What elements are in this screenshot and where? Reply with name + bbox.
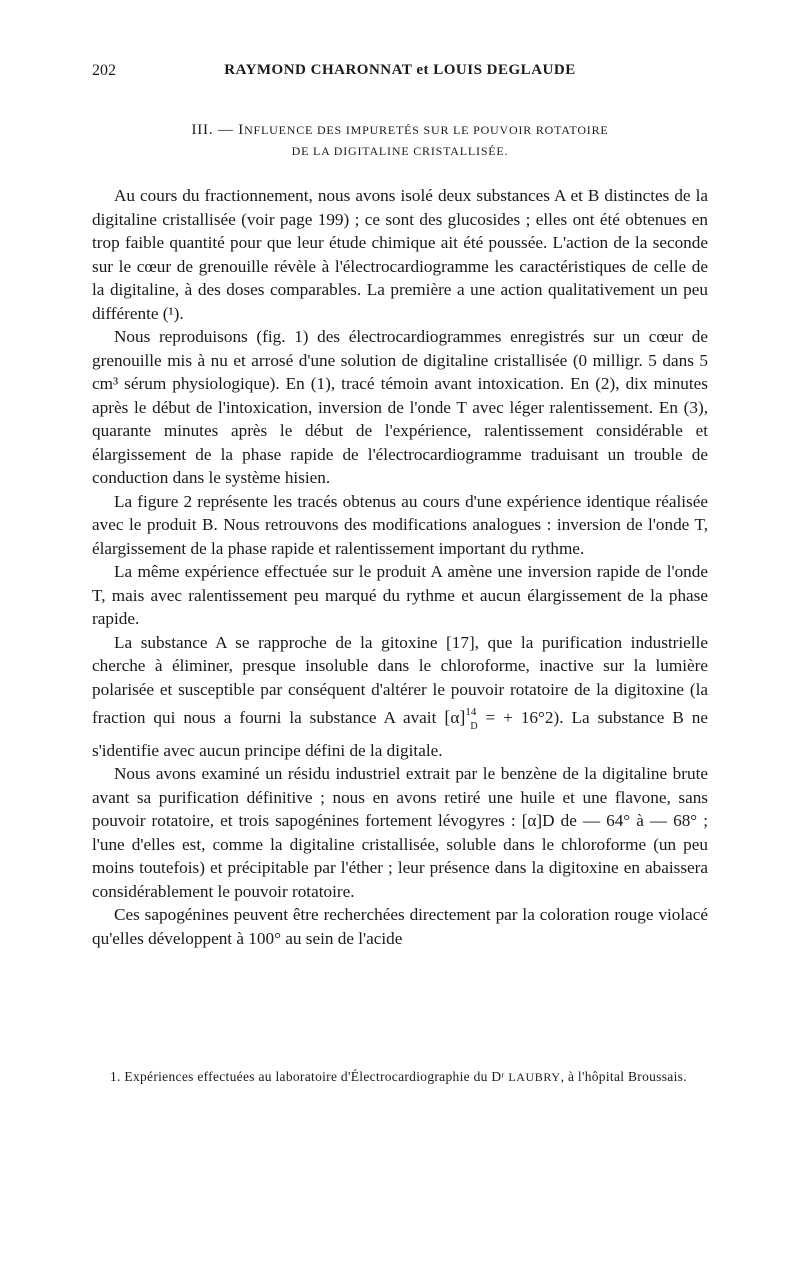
paragraph-3: La figure 2 représente les tracés obtenus au cours d'une expérience identique réalisée avec le produit B. Nous retrouvons des modifications analogues : inversion de l'onde T, élargissement de la phase rapide et ralentissement important du rythme.: [92, 491, 708, 558]
section-title-line2: DE LA DIGITALINE CRISTALLISÉE.: [291, 144, 509, 158]
body-text: [92, 184, 708, 950]
paragraph-7: Ces sapogénines peuvent être recherchées directement par la coloration rouge violacé qu'elles développent à 100° au sein de l'acide: [92, 905, 708, 948]
paragraph-gitoxine: [92, 631, 708, 763]
section-title-text: NFLUENCE DES IMPURETÉS SUR LE POUVOIR ROTATOIRE: [244, 123, 609, 137]
alpha-symbol: α: [450, 708, 460, 727]
paragraph-4: La même expérience effectuée sur le produit A amène une inversion rapide de l'onde T, mais avec ralentissement peu marqué du rythme et aucun élargissement de la phase rapide.: [92, 562, 708, 628]
page-number: 202: [92, 62, 116, 79]
footnote-rest: , à l'hôpital Broussais.: [560, 1069, 687, 1084]
formula-subscript: D: [470, 721, 478, 732]
gitoxine-text-before: La substance A se rapproche de la gitoxine [17], que la purification industrielle cherche à éliminer, presque insoluble dans le chloroforme, inactive sur la lumière polarisée et susceptible par conséquent d'altérer le pouvoir rotatoire de la digitoxine (la fraction qui nous a fourni la substance A avait: [92, 632, 708, 727]
footnote: [92, 1068, 708, 1086]
section-numeral: III. — I: [191, 122, 245, 138]
formula-value: = + 16°2: [477, 708, 554, 727]
footnote-name: LAUBRY: [508, 1070, 561, 1084]
section-title-line1: [92, 120, 708, 141]
running-title: RAYMOND CHARONNAT et LOUIS DEGLAUDE: [224, 62, 576, 78]
page-header: [92, 62, 708, 86]
gitoxine-text-after: ). La substance B ne s'identifie avec aucun principe défini de la digitale.: [92, 708, 709, 760]
paragraph-6: Nous avons examiné un résidu industriel extrait par le benzène de la digitaline brute avant sa purification définitive ; nous en avons retiré une huile et une flavone, sans pouvoir rotatoire, et trois sapogénines fortement lévogyres : [α]D de — 64° à — 68° ; l'une d'elles est, comme la digitaline cristallisée, soluble dans le chloroforme (un peu moins toutefois) et précipitable par l'éther ; leur présence dans la digitoxine en abaissera considérablement le pouvoir rotatoire.: [92, 764, 708, 901]
rotation-formula: $[\alpha]^{14}_D$ = + 16°2: [444, 706, 554, 732]
footnote-1: [92, 1068, 708, 1086]
footnote-text: 1. Expériences effectuées au laboratoire d'Électrocardiographie du Dʳ: [110, 1069, 509, 1084]
section-title: [92, 120, 708, 162]
paragraph-2: Nous reproduisons (fig. 1) des électrocardiogrammes enregistrés sur un cœur de grenouille mis à nu et arrosé d'une solution de digitaline cristallisée (0 milligr. 5 dans 5 cm³ sérum physiologique). En (1), tracé témoin avant intoxication. En (2), dix minutes après le début de l'intoxication, inversion de l'onde T avec léger ralentissement. En (3), quarante minutes après le début de l'expérience, ralentissement considérable et élargissement de la phase rapide de l'électrocardiogramme traduisant un trouble de conduction dans le système hisien.: [92, 327, 708, 487]
paragraph-1: Au cours du fractionnement, nous avons isolé deux substances A et B distinctes de la digitaline cristallisée (voir page 199) ; ce sont des glucosides ; elles ont été obtenues en trop faible quantité pour que leur étude chimique ait été poussée. L'action de la seconde sur le cœur de grenouille révèle à l'électrocardiogramme les caractéristiques de celle de la digitaline, à des doses comparables. La première a une action qualitativement un peu différente (¹).: [92, 186, 708, 323]
formula-superscript: 14: [465, 706, 477, 718]
